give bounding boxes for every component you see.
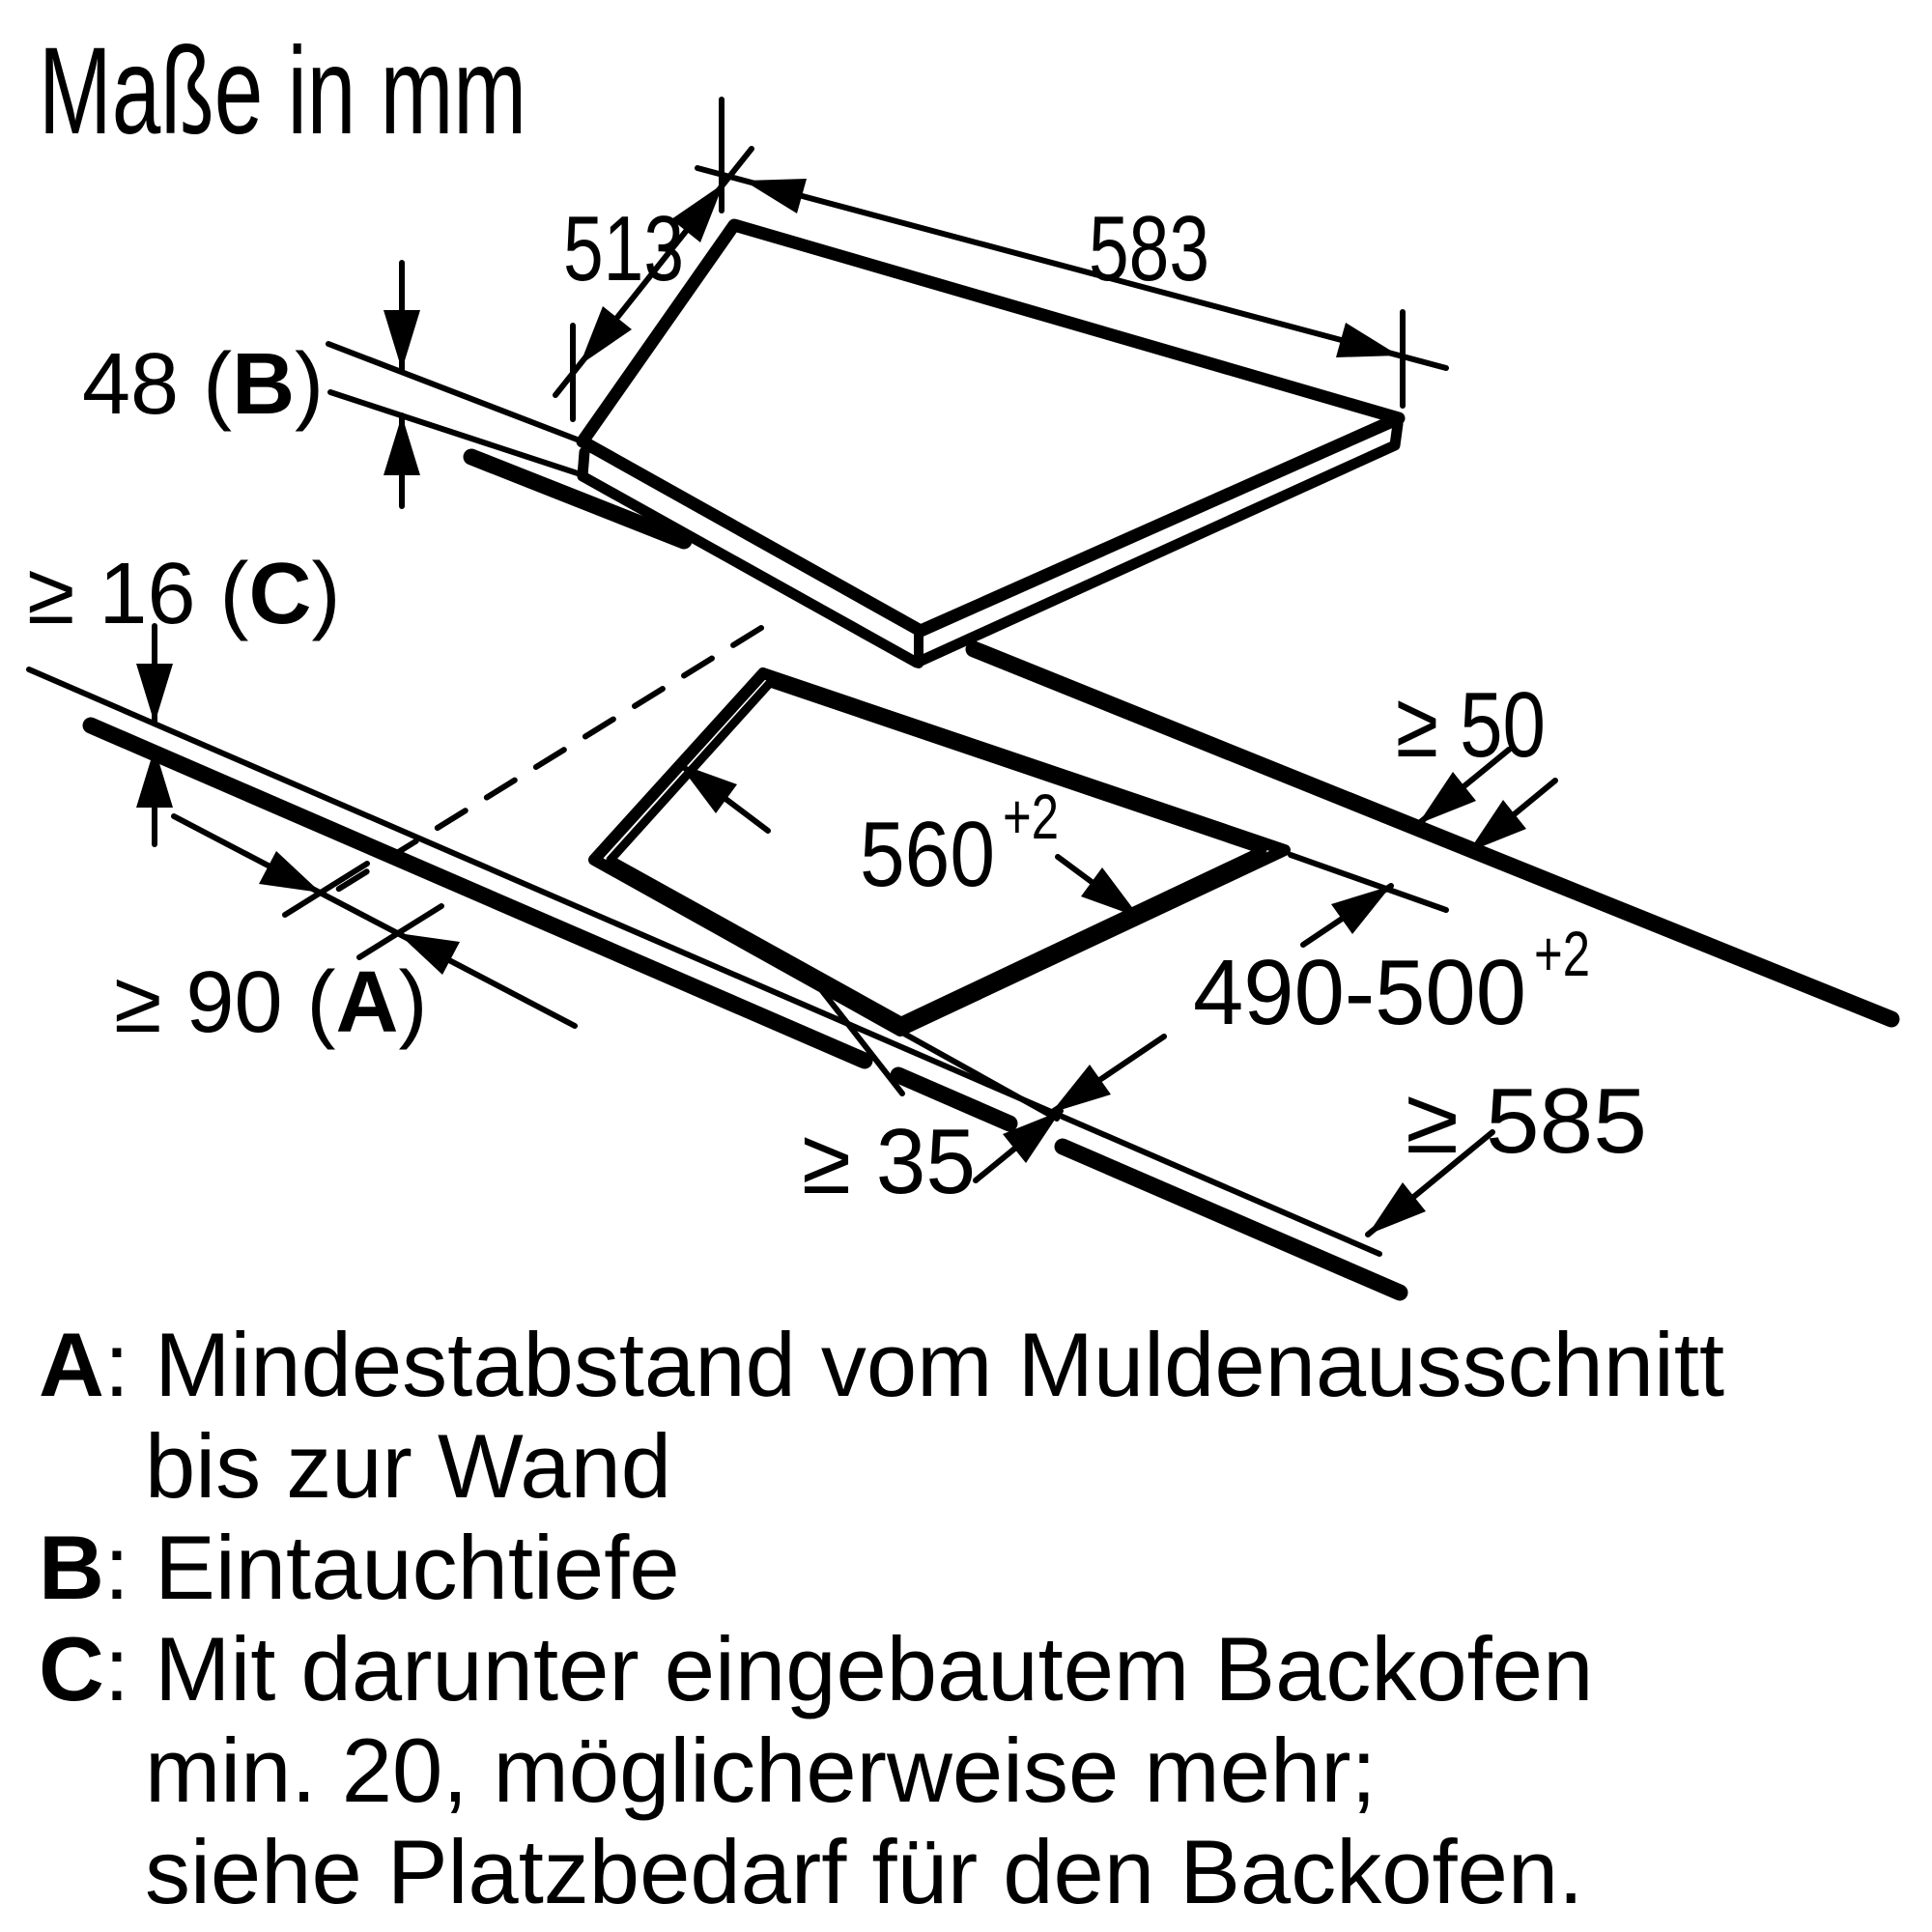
plunge-bottom-line bbox=[330, 392, 583, 475]
label-90-A bbox=[114, 954, 427, 1051]
label-16-C bbox=[27, 546, 340, 642]
label-50: ≥ 50 bbox=[1396, 673, 1546, 777]
label-490-500: 490-500 bbox=[1193, 941, 1526, 1044]
legend-text-c1: : Mit darunter eingebautem Backofen bbox=[103, 1618, 1594, 1719]
label-16-suffix: ) bbox=[311, 546, 341, 642]
legend-text-c3: siehe Platzbedarf für den Backofen. bbox=[145, 1821, 1584, 1922]
arrow-48-top-icon bbox=[384, 310, 420, 370]
label-48-suffix: ) bbox=[295, 336, 325, 433]
legend-key-A: A bbox=[39, 1314, 104, 1415]
label-16-prefix: ≥ 16 ( bbox=[27, 546, 249, 642]
legend-row-a2 bbox=[145, 1415, 671, 1517]
arrow-585-upper-icon bbox=[1468, 800, 1526, 852]
plunge-depth-reference-lines bbox=[328, 344, 583, 475]
legend-row-c3 bbox=[145, 1821, 1583, 1922]
arrow-583-left-icon bbox=[744, 179, 807, 213]
legend-row-c1 bbox=[39, 1618, 1593, 1719]
arrow-90-right-icon bbox=[259, 851, 321, 893]
legend-text-a2: bis zur Wand bbox=[145, 1415, 672, 1517]
plunge-top-line bbox=[328, 344, 580, 440]
label-560: 560 bbox=[860, 803, 995, 906]
hob bbox=[582, 225, 1399, 664]
label-90-letter: A bbox=[335, 954, 399, 1051]
legend-key-C: C bbox=[39, 1618, 104, 1719]
arrow-48-bottom-icon bbox=[384, 415, 420, 475]
legend-text-b: : Eintauchtiefe bbox=[103, 1517, 680, 1618]
page-title: Maße in mm bbox=[39, 22, 526, 160]
arrow-585-lower-icon bbox=[1368, 1182, 1426, 1235]
arrow-490-upper-icon bbox=[1331, 886, 1391, 934]
label-35: ≥ 35 bbox=[802, 1110, 976, 1213]
label-48-prefix: 48 ( bbox=[82, 336, 233, 433]
legend-row-a1 bbox=[39, 1314, 1724, 1415]
label-48-letter: B bbox=[232, 336, 296, 433]
hob-glass-top bbox=[582, 225, 1399, 631]
label-48-B bbox=[82, 336, 324, 433]
label-513: 513 bbox=[563, 197, 684, 300]
arrow-16-top-icon bbox=[136, 664, 173, 724]
legend bbox=[39, 1314, 1724, 1922]
legend-row-c2 bbox=[145, 1719, 1377, 1821]
label-16-letter: C bbox=[248, 546, 312, 642]
label-490-500-sup: +2 bbox=[1534, 918, 1590, 989]
worktop-front-thick-line-3 bbox=[1063, 1147, 1400, 1293]
arrow-50-icon bbox=[1418, 772, 1476, 824]
label-585: ≥ 585 bbox=[1406, 1069, 1647, 1173]
label-90-suffix: ) bbox=[398, 954, 428, 1051]
label-560-sup: +2 bbox=[1003, 781, 1059, 852]
arrow-513-bottom-icon bbox=[580, 306, 632, 365]
arrow-490-lower-icon bbox=[1051, 1065, 1111, 1113]
label-90-prefix: ≥ 90 ( bbox=[114, 954, 336, 1051]
label-583: 583 bbox=[1089, 197, 1209, 300]
arrow-583-right-icon bbox=[1336, 323, 1399, 357]
legend-key-B: B bbox=[39, 1517, 104, 1618]
legend-text-a1: : Mindestabstand vom Muldenausschnitt bbox=[103, 1314, 1725, 1415]
legend-text-c2: min. 20, möglicherweise mehr; bbox=[145, 1719, 1377, 1821]
legend-row-b bbox=[39, 1517, 680, 1618]
